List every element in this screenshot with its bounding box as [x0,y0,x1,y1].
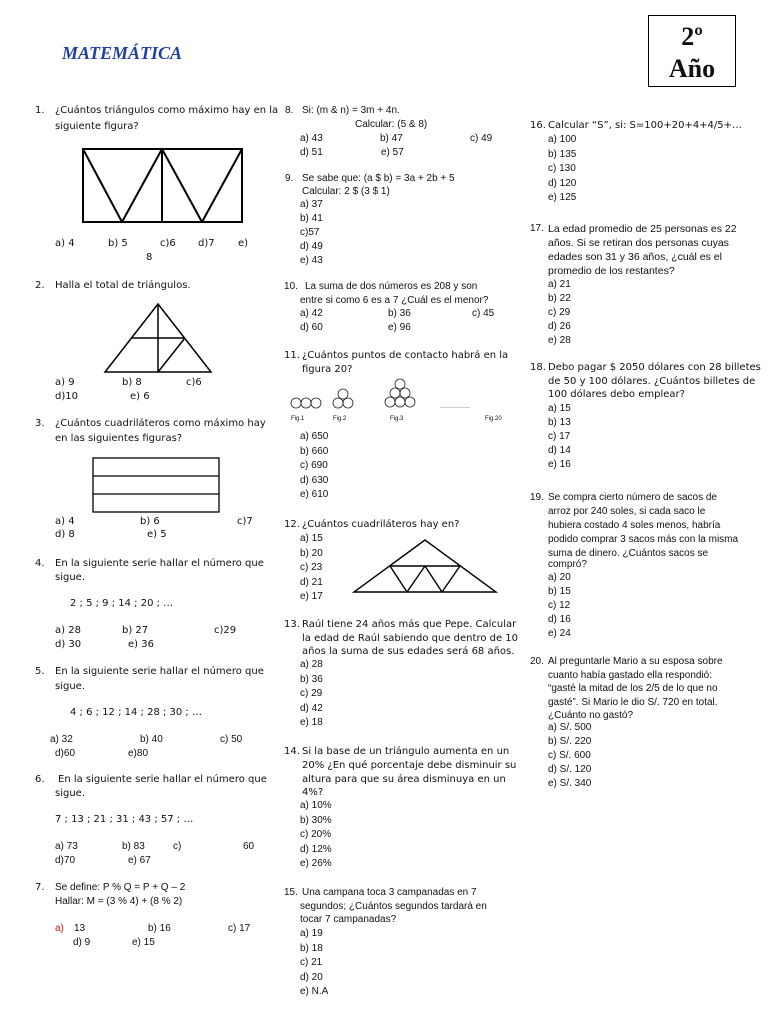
option-c[interactable]: c) 50 [220,734,243,745]
option-e[interactable]: e)80 [128,748,149,759]
option-a[interactable]: a) 20 [548,572,571,583]
option-c-value: 60 [243,841,255,852]
question-number: 5. [35,666,45,677]
option-e[interactable]: e) 17 [300,591,323,602]
question-number: 10. [284,281,298,292]
number-series: 4 ; 6 ; 12 ; 14 ; 28 ; 30 ; … [70,707,202,718]
question-number: 13. [284,619,300,630]
options-list [548,402,571,472]
options-list [300,927,328,1000]
question-text: años. Si se retiran dos personas cuyas [548,237,729,249]
option-e[interactable]: e) 610 [300,489,329,500]
option-d[interactable]: d) 12% [300,843,332,855]
option-b[interactable]: b) 660 [300,445,329,457]
option-c[interactable]: c) 23 [300,562,323,573]
option-b[interactable]: b) 5 [108,238,128,249]
option-c[interactable]: c)6 [186,377,202,388]
option-a[interactable]: a) 28 [300,659,323,670]
option-d[interactable]: d) 51 [300,147,323,158]
option-d[interactable]: d)70 [55,855,76,866]
question-text: En la siguiente serie hallar el número que [55,558,264,569]
question-text: Raúl tiene 24 años más que Pepe. Calcular [302,619,517,630]
option-d[interactable]: d) 630 [300,474,329,486]
option-a[interactable]: a) 37 [300,199,323,210]
option-c[interactable]: c) 130 [548,163,576,174]
question-number: 8. [285,105,294,116]
question-number: 3. [35,418,45,429]
question-text: tocar 7 campanadas? [300,914,397,925]
options-list [300,532,323,605]
option-b[interactable]: b) 47 [380,133,403,144]
option-c[interactable]: c) 690 [300,460,328,471]
option-d[interactable]: d) 30 [55,639,82,650]
question-text: siguiente figura? [55,121,139,132]
question-text: figura 20? [302,364,353,375]
question-text: Calcular: (5 & 8) [355,119,428,130]
option-c[interactable]: c) 49 [470,133,493,144]
question-number: 14. [284,746,300,757]
question-text: compró? [548,559,587,570]
question-number: 20. [530,656,544,667]
option-c[interactable]: c) [173,841,182,852]
option-b[interactable]: b) 27 [122,625,149,636]
option-c[interactable]: c) 17 [228,923,251,934]
option-c[interactable]: c) 45 [472,308,495,319]
option-b[interactable]: b) 18 [300,942,323,954]
question-text: Debo pagar $ 2050 dólares con 28 billetes [548,362,761,373]
question-text: En la siguiente serie hallar el número que [58,774,267,785]
option-c[interactable]: c) 21 [300,957,323,968]
question-text: podido comprar 3 sacos más con la misma [548,534,739,545]
question-number: 16. [530,120,546,131]
question-text: 20% ¿En qué porcentaje debe disminuir su [302,760,517,771]
number-series: 7 ; 13 ; 21 ; 31 ; 43 ; 57 ; … [55,814,194,825]
question-text: Calcular “S”, si: S=100+20+4+4/5+… [548,120,743,131]
option-d[interactable]: d) 120 [548,177,577,189]
grade-box [648,15,736,87]
option-a[interactable]: a) 9 [55,377,75,388]
page-title: MATEMÁTICA [62,43,183,63]
question-text: hubiera costado 4 soles menos, habría [548,520,721,531]
question-text: cuanto había gastado ella respondió: [548,670,713,681]
option-a[interactable]: a) 32 [50,734,73,745]
options-list [548,721,591,791]
question-text: promedio de los restantes? [548,265,675,277]
question-text: “gasté la mitad de los 2/5 de lo que no [548,683,718,694]
option-a[interactable]: a) 73 [55,841,78,852]
question-text: edades son 31 y 36 años, ¿cuál es el [548,251,722,263]
option-b[interactable]: b) 8 [122,377,142,388]
option-a[interactable]: a) 4 [55,516,75,527]
question-text: arroz por 240 soles, si cada saco le [548,506,706,517]
question-number: 1. [35,105,45,116]
options-list [300,430,328,503]
option-b[interactable]: b) 20 [300,547,323,559]
option-b[interactable]: b) 6 [140,516,160,527]
question-number: 11. [284,350,300,361]
option-e[interactable]: e) 57 [381,147,404,158]
question-text: Si: (m & n) = 3m + 4n. [302,105,400,116]
options-list [300,658,323,731]
option-c[interactable]: c) S/. 600 [548,750,591,761]
question-text: Calcular: 2 $ (3 $ 1) [302,186,390,197]
option-e[interactable]: e) 26% [300,858,332,869]
option-e[interactable]: e) 43 [300,255,323,266]
option-a[interactable]: a) 43 [300,133,323,144]
question-text: La edad promedio de 25 personas es 22 [548,223,737,235]
option-e[interactable]: e) 96 [388,322,411,333]
option-d[interactable]: d)10 [55,391,78,402]
option-a-value: 13 [74,923,86,934]
option-e[interactable]: e) 125 [548,192,577,203]
triangles-rectangle-figure [82,148,244,224]
option-d[interactable]: d) 20 [300,971,323,983]
option-a[interactable]: a) 650 [300,431,329,442]
question-number: 6. [35,774,45,785]
question-number: 12. [284,519,300,530]
question-number: 9. [285,173,294,184]
option-b[interactable]: b) 13 [548,417,571,428]
options-list [300,198,323,268]
option-e[interactable]: e) 15 [132,937,155,948]
triangle-figure [103,302,213,374]
number-series: 2 ; 5 ; 9 ; 14 ; 20 ; … [70,598,174,609]
option-e[interactable]: e) 36 [128,639,154,650]
options-list [548,278,571,348]
question-text: Si la base de un triángulo aumenta en un [302,746,510,757]
question-text: Se sabe que: (a $ b) = 3a + 2b + 5 [302,173,455,184]
option-e[interactable]: e) 67 [128,855,151,866]
option-a[interactable]: a) 42 [300,308,323,319]
option-c[interactable]: c)57 [300,227,320,238]
question-number: 2. [35,280,45,291]
option-a[interactable]: a) 15 [300,533,323,544]
option-d[interactable]: d) 16 [548,614,571,625]
option-b[interactable]: b) 41 [300,213,323,224]
question-text: gasté”. Si Mario le dio S/. 720 en total. [548,697,718,708]
option-d[interactable]: d) 8 [55,529,75,540]
question-text: ¿Cuántos puntos de contacto habrá en la [302,350,509,361]
option-b[interactable]: b) 36 [300,673,323,685]
options-list [548,571,571,641]
question-text: 100 dólares debo emplear? [548,389,685,400]
option-d[interactable]: d) 60 [300,322,323,333]
question-text: Una campana toca 3 campanadas en 7 [302,887,477,898]
ellipsis-dots: …………… [440,404,470,410]
fig-label-1: Fig.1 [291,416,305,422]
question-number: 4. [35,558,45,569]
option-e-value: 8 [146,252,153,263]
option-e[interactable]: e) 16 [548,459,571,470]
question-text: Al preguntarle Mario a su esposa sobre [548,656,723,667]
question-text: Halla el total de triángulos. [55,280,191,291]
question-text: la edad de Raúl sabiendo que dentro de 10 [302,633,519,644]
option-b[interactable]: b) 135 [548,148,577,160]
option-a[interactable]: a) 28 [55,625,81,636]
grade-label: Año [668,54,716,83]
question-text: sigue. [55,572,86,583]
option-a[interactable]: a) S/. 500 [548,722,592,733]
fig-label-20: Fig.20 [485,416,502,422]
option-a[interactable]: a) 15 [548,403,571,414]
question-text: La suma de dos números es 208 y son [305,281,478,292]
option-a[interactable]: a) 4 [55,238,75,249]
question-text: segundos; ¿Cuántos segundos tardará en [300,901,487,912]
question-text: Se define: P % Q = P + Q – 2 [55,882,186,893]
question-text: ¿Cuántos cuadriláteros hay en? [302,519,460,530]
option-b[interactable]: b) 22 [548,293,571,304]
option-c[interactable]: c) 29 [548,307,571,318]
option-b[interactable]: b) 40 [140,734,163,745]
option-a-marked[interactable]: a) [55,923,64,934]
question-number: 17. [530,223,544,234]
option-b[interactable]: b) 36 [388,308,411,319]
option-e[interactable]: e) N.A [300,986,329,997]
option-c[interactable]: c) 12 [548,600,571,611]
question-number: 7. [35,882,45,893]
option-e[interactable]: e) 5 [147,529,167,540]
question-text: sigue. [55,681,86,692]
stacked-rectangles-figure [92,457,220,513]
question-text: en las siguientes figuras? [55,433,183,444]
option-e[interactable]: e) 28 [548,335,571,346]
option-d[interactable]: d) 21 [300,576,323,588]
question-text: Se compra cierto número de sacos de [548,492,717,503]
option-a[interactable]: a) 100 [548,134,577,145]
option-c[interactable]: c)7 [237,516,253,527]
question-text: ¿Cuánto no gastó? [548,710,634,721]
question-text: altura para que su área disminuya en un [302,774,506,785]
option-c[interactable]: c) 17 [548,431,571,442]
option-e[interactable]: e) 6 [130,391,150,402]
trapezoid-triangle-figure [352,538,498,594]
option-a[interactable]: a) 21 [548,279,571,290]
question-text: ¿Cuántos triángulos como máximo hay en la [55,105,279,116]
question-text: sigue. [55,788,86,799]
option-d[interactable]: d) S/. 120 [548,764,592,775]
grade-number: 2º [681,22,703,51]
option-e[interactable]: e) S/. 340 [548,778,592,789]
option-c[interactable]: c)6 [160,238,176,249]
option-d[interactable]: d) 14 [548,445,571,456]
question-number: 19. [530,492,544,503]
question-text: En la siguiente serie hallar el número que [55,666,264,677]
option-d[interactable]: d)7 [198,238,215,249]
option-e[interactable]: e) [238,238,249,249]
question-text: 4%? [302,787,324,798]
question-text: años la suma de sus edades será 68 años. [302,646,515,657]
question-number: 15. [284,887,298,898]
option-c[interactable]: c) 29 [300,688,323,699]
option-e[interactable]: e) 24 [548,628,571,639]
options-list [300,799,332,872]
option-b[interactable]: b) 30% [300,814,332,826]
option-d[interactable]: d) 42 [300,702,323,714]
question-text: ¿Cuántos cuadriláteros como máximo hay [55,418,266,429]
question-text: de 50 y 100 dólares. ¿Cuántos billetes de [548,376,756,387]
option-e[interactable]: e) 18 [300,717,323,728]
question-number: 18. [530,362,546,373]
fig-label-3: Fig.3 [390,416,404,422]
option-c[interactable]: c) 20% [300,829,332,840]
option-a[interactable]: a) 19 [300,928,323,939]
option-b[interactable]: b) 15 [548,586,571,597]
option-d[interactable]: d) 9 [73,937,91,948]
fig-label-2: Fig.2 [333,416,347,422]
option-d[interactable]: d) 26 [548,321,571,332]
question-text: entre si como 6 es a 7 ¿Cuál es el menor? [300,295,489,306]
question-text: suma de dinero. ¿Cuántos sacos se [548,548,709,559]
option-c[interactable]: c)29 [214,625,237,636]
options-list [548,133,576,206]
option-b[interactable]: b) S/. 220 [548,736,592,747]
option-a[interactable]: a) 10% [300,800,332,811]
question-text: Hallar: M = (3 % 4) + (8 % 2) [55,896,183,907]
circle-stack-figure [288,378,510,424]
option-d[interactable]: d) 49 [300,241,323,252]
option-d[interactable]: d)60 [55,748,76,759]
option-b[interactable]: b) 16 [148,923,171,934]
option-b[interactable]: b) 83 [122,841,145,852]
